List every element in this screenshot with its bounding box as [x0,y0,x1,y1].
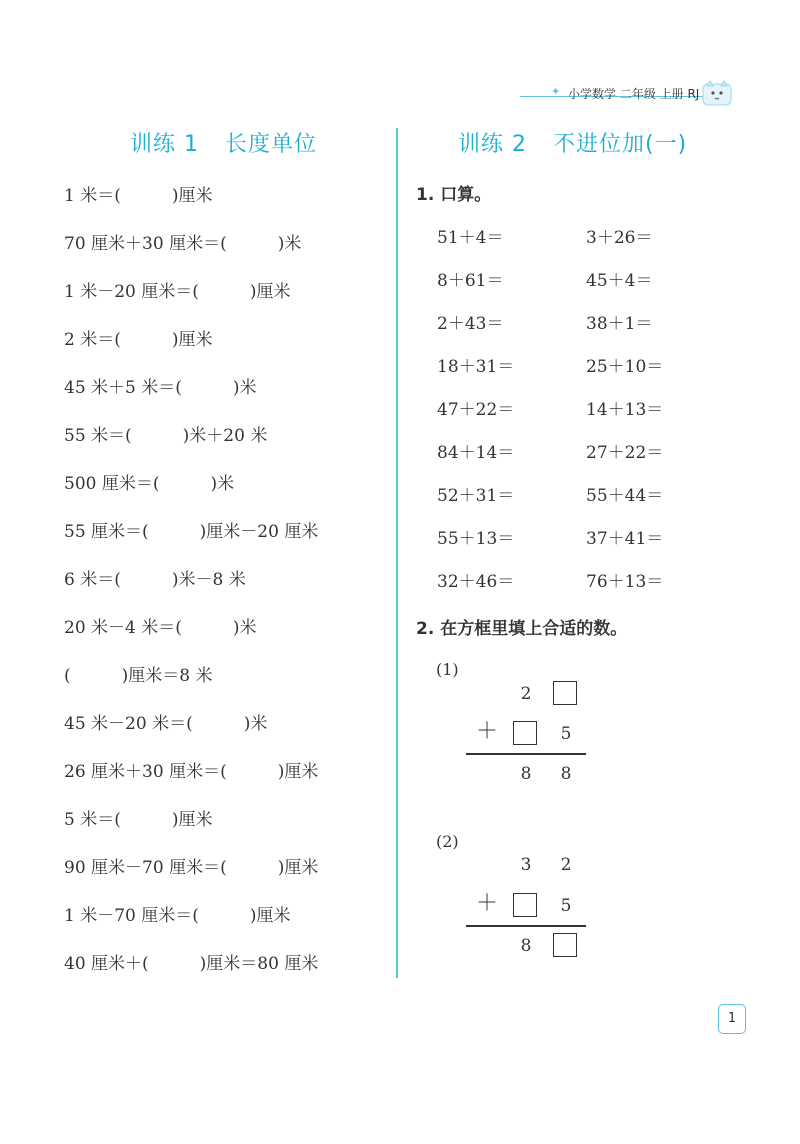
p2-sum-ones-box[interactable] [553,933,577,957]
p1-top-tens: 2 [520,684,532,704]
section1-heading: 1. 口算。 [416,185,492,205]
problem1-label: (1) [436,660,459,679]
p1-sum-tens: 8 [520,764,532,784]
p1-bottom-ones: 5 [560,724,572,744]
p1-sum-ones: 8 [560,764,572,784]
calc-item: 45＋4＝ [586,271,653,291]
left-item-5: 45 米＋5 米＝( )米 [64,378,257,398]
calc-item: 51＋4＝ [437,228,504,248]
page-number: 1 [718,1004,746,1034]
left-item-14: 5 米＝( )厘米 [64,810,213,830]
calc-item: 18＋31＝ [437,357,515,377]
left-item-6: 55 米＝( )米＋20 米 [64,426,268,446]
left-item-17: 40 厘米＋( )厘米＝80 厘米 [64,954,319,974]
p2-sum-tens: 8 [520,936,532,956]
calc-item: 3＋26＝ [586,228,653,248]
left-title [130,127,317,158]
p2-bottom-ones: 5 [560,896,572,916]
right-title [458,127,687,158]
calc-item: 37＋41＝ [586,529,664,549]
calc-item: 25＋10＝ [586,357,664,377]
calc-item: 84＋14＝ [437,443,515,463]
left-item-7: 500 厘米＝( )米 [64,474,235,494]
p2-plus-sign: ＋ [475,891,498,916]
p1-bottom-tens-box[interactable] [513,721,537,745]
left-item-10: 20 米－4 米＝( )米 [64,618,257,638]
calc-item: 2＋43＝ [437,314,504,334]
section2-heading: 2. 在方框里填上合适的数。 [416,619,628,639]
p1-top-ones-box[interactable] [553,681,577,705]
calc-item: 8＋61＝ [437,271,504,291]
left-item-9: 6 米＝( )米－8 米 [64,570,246,590]
column-divider [396,128,398,978]
p1-sum-line [466,753,586,755]
left-item-4: 2 米＝( )厘米 [64,330,213,350]
left-item-3: 1 米－20 厘米＝( )厘米 [64,282,291,302]
left-item-15: 90 厘米－70 厘米＝( )厘米 [64,858,319,878]
calc-item: 55＋44＝ [586,486,664,506]
right-title-label: 训练 2 [458,132,527,157]
book-info: 小学数学 二年级 上册 RJ [568,87,700,101]
calc-item: 55＋13＝ [437,529,515,549]
calc-item: 52＋31＝ [437,486,515,506]
p2-bottom-tens-box[interactable] [513,893,537,917]
left-title-label: 训练 1 [130,132,199,157]
p1-plus-sign: ＋ [475,719,498,744]
left-item-11: ( )厘米＝8 米 [64,666,213,686]
cat-mascot-icon [702,80,732,106]
problem2-label: (2) [436,832,459,851]
left-item-2: 70 厘米＋30 厘米＝( )米 [64,234,302,254]
calc-item: 27＋22＝ [586,443,664,463]
p2-sum-line [466,925,586,927]
calc-item: 47＋22＝ [437,400,515,420]
left-item-13: 26 厘米＋30 厘米＝( )厘米 [64,762,319,782]
right-title-name: 不进位加(一) [553,132,688,157]
calc-item: 32＋46＝ [437,572,515,592]
p2-top-tens: 3 [520,855,532,875]
left-item-16: 1 米－70 厘米＝( )厘米 [64,906,291,926]
calc-item: 76＋13＝ [586,572,664,592]
calc-item: 14＋13＝ [586,400,664,420]
star-icon: ✦ [551,85,561,98]
left-title-name: 长度单位 [225,132,318,157]
p2-top-ones: 2 [560,855,572,875]
left-item-12: 45 米－20 米＝( )米 [64,714,268,734]
calc-item: 38＋1＝ [586,314,653,334]
left-item-1: 1 米＝( )厘米 [64,186,213,206]
left-item-8: 55 厘米＝( )厘米－20 厘米 [64,522,319,542]
